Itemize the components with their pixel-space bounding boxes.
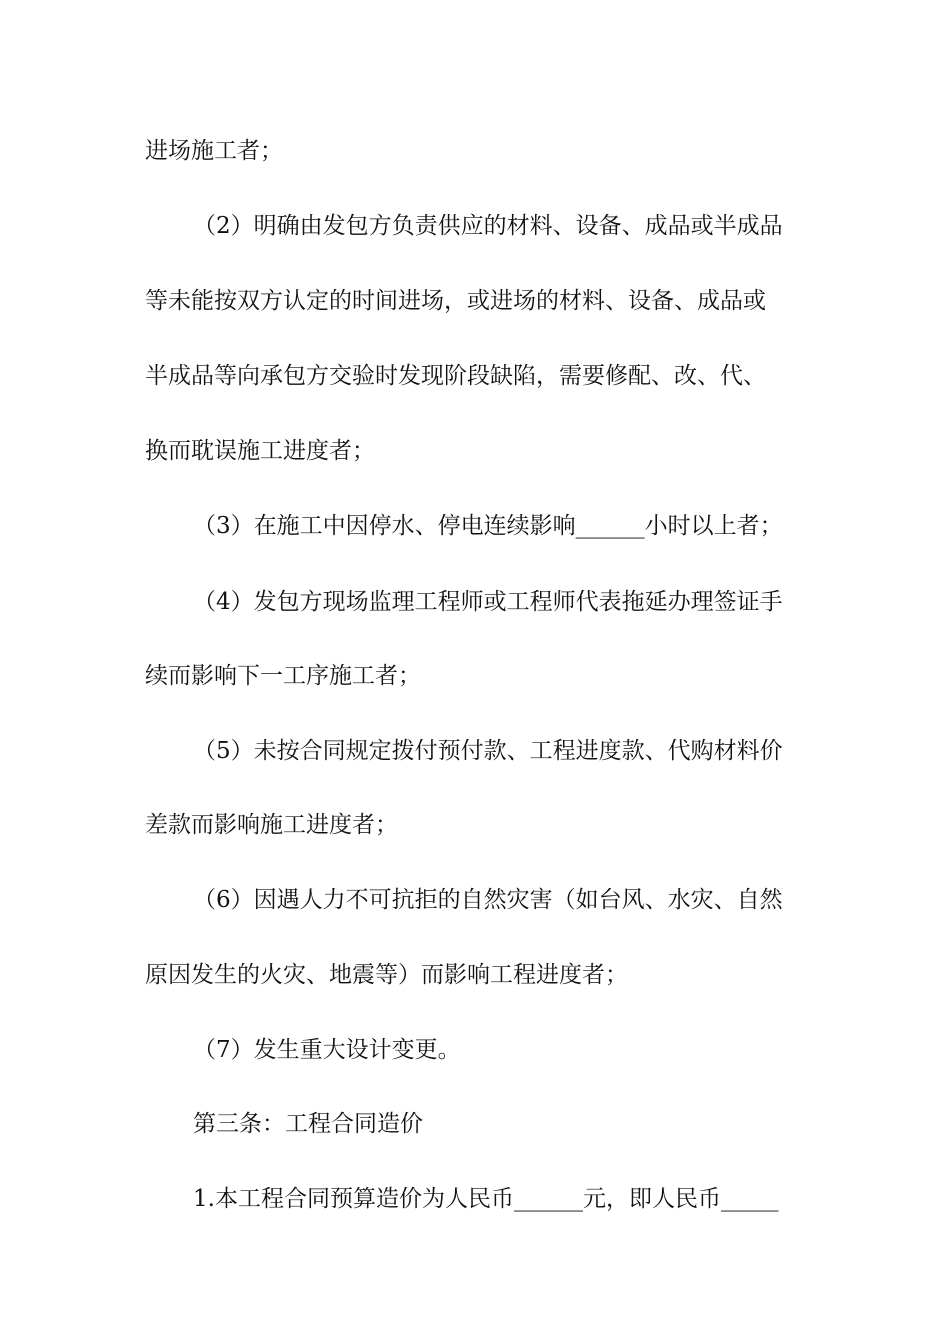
clause-1: 1.本工程合同预算造价为人民币______元，即人民币_____ [193,1186,779,1212]
paragraph-item-2: （2）明确由发包方负责供应的材料、设备、成品或半成品 [193,213,783,239]
paragraph-item-4: （4）发包方现场监理工程师或工程师代表拖延办理签证手 [193,589,783,615]
text-line: 换而耽误施工进度者； [145,438,375,464]
text-line: 原因发生的火灾、地震等）而影响工程进度者； [145,962,628,988]
text-line: 差款而影响施工进度者； [145,812,398,838]
paragraph-item-7: （7）发生重大设计变更。 [193,1037,461,1063]
text-line: 等未能按双方认定的时间进场，或进场的材料、设备、成品或 [145,288,766,314]
section-heading: 第三条：工程合同造价 [193,1111,423,1137]
text-line: 半成品等向承包方交验时发现阶段缺陷，需要修配、改、代、 [145,363,766,389]
paragraph-item-5: （5）未按合同规定拨付预付款、工程进度款、代购材料价 [193,738,783,764]
paragraph-item-3: （3）在施工中因停水、停电连续影响______小时以上者； [193,513,783,539]
paragraph-item-6: （6）因遇人力不可抗拒的自然灾害（如台风、水灾、自然 [193,887,783,913]
text-line: 续而影响下一工序施工者； [145,663,421,689]
text-line: 进场施工者； [145,138,283,164]
